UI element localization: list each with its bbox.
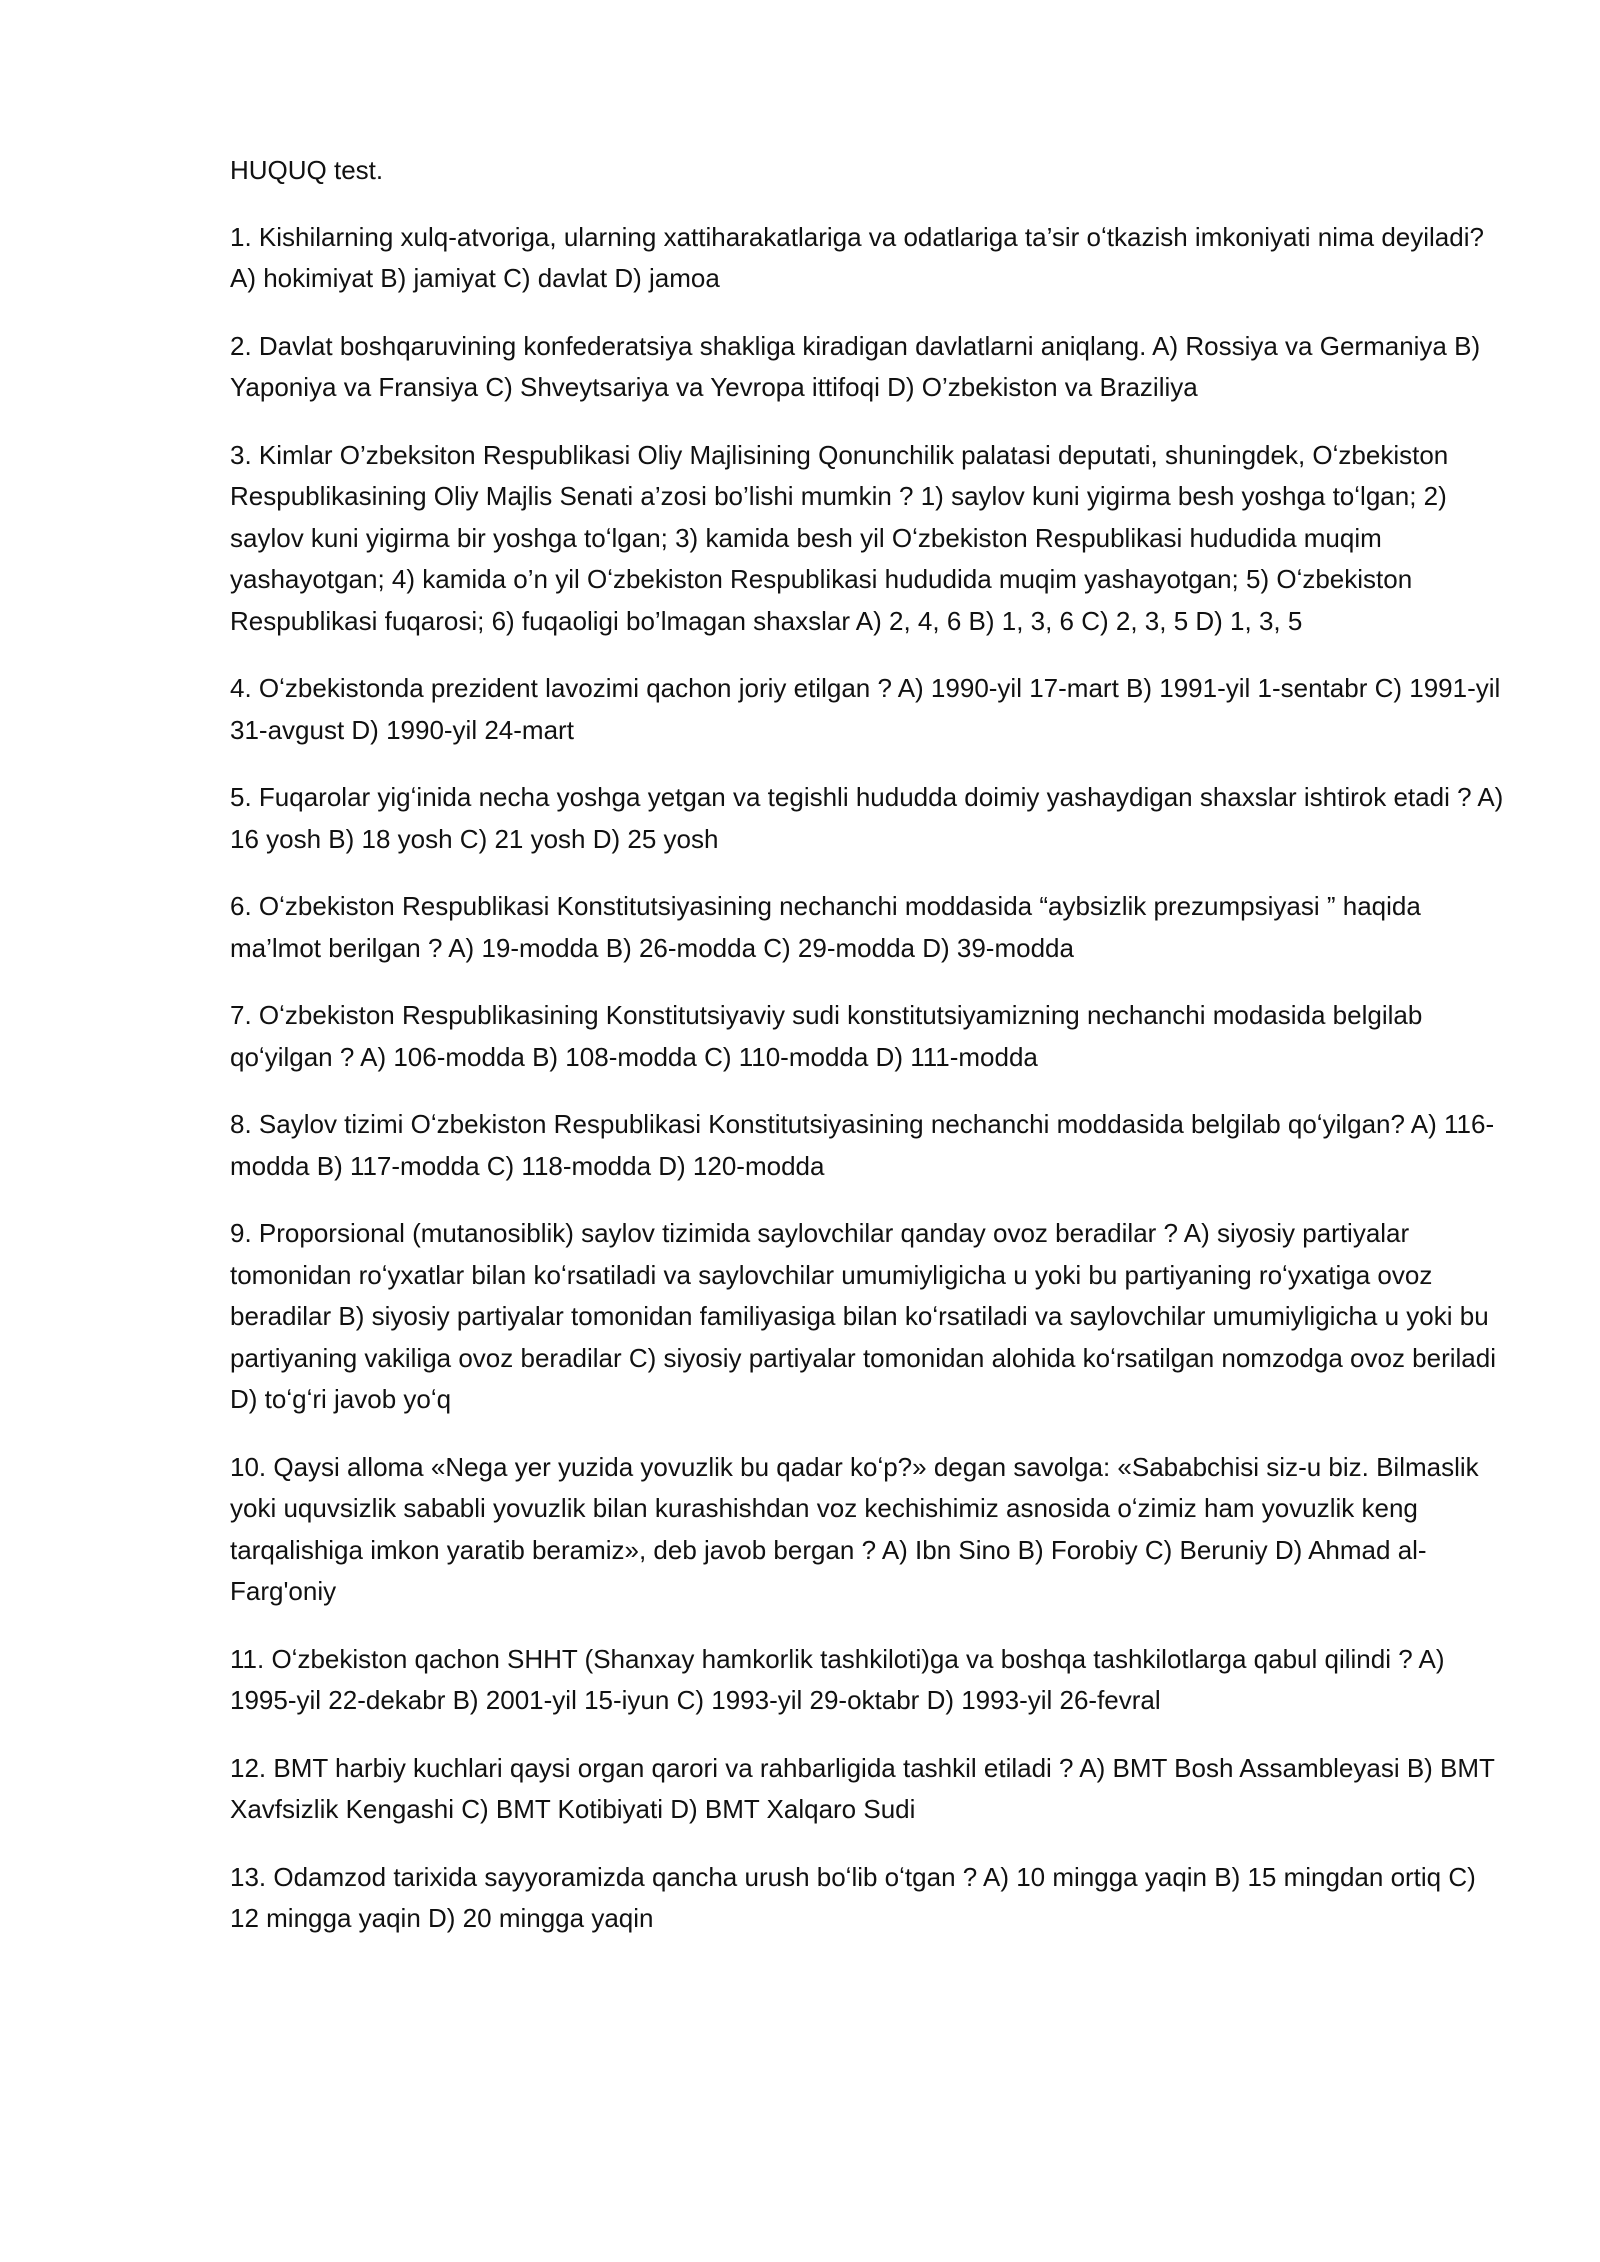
question-8: 8. Saylov tizimi Oʻzbekiston Respublikasi Konstitutsiyasining nechanchi moddasida belgilab qoʻyilgan? A) 116-modda B) 117-modda C) 118-modda D) 120-modda [230, 1109, 1495, 1181]
question-9: 9. Proporsional (mutanosiblik) saylov tizimida saylovchilar qanday ovoz beradilar ? A) siyosiy partiyalar tomonidan roʻyxatlar bilan koʻrsatiladi va saylovchilar umumiyligicha u yoki bu partiyaning roʻyxatiga ovoz beradilar B) siyosiy partiyalar tomonidan familiyasiga bilan koʻrsatiladi va saylovchilar umumiyligicha u yoki bu partiyaning vakiliga ovoz beradilar C) siyosiy partiyalar tomonidan alohida koʻrsatilgan nomzodga ovoz beriladi D) toʻgʻri javob yoʻq [230, 1218, 1497, 1414]
question-5: 5. Fuqarolar yigʻinida necha yoshga yetgan va tegishli hududda doimiy yashaydigan shaxslar ishtirok etadi ? A) 16 yosh B) 18 yosh C) 21 yosh D) 25 yosh [230, 782, 1504, 854]
question-2: 2. Davlat boshqaruvining konfederatsiya shakliga kiradigan davlatlarni aniqlang. A) Rossiya va Germaniya B) Yaponiya va Fransiya C) Shveytsariya va Yevropa ittifoqi D) O’zbekiston va Braziliya [230, 330, 1481, 402]
question-13: 13. Odamzod tarixida sayyoramizda qancha urush boʻlib oʻtgan ? A) 10 mingga yaqin B) 15 mingdan ortiq C) 12 mingga yaqin D) 20 mingga yaqin [230, 1861, 1476, 1933]
question-1: 1. Kishilarning xulq-atvoriga, ularning xattiharakatlariga va odatlariga ta’sir oʻtkazish imkoniyati nima deyiladi? A) hokimiyat B) jamiyat C) davlat D) jamoa [230, 221, 1484, 293]
question-4: 4. Oʻzbekistonda prezident lavozimi qachon joriy etilgan ? A) 1990-yil 17-mart B) 1991-yil 1-sentabr C) 1991-yil 31-avgust D) 1990-yil 24-mart [230, 673, 1501, 745]
question-10: 10. Qaysi alloma «Nega yer yuzida yovuzlik bu qadar koʻp?» degan savolga: «Sababchisi siz-u biz. Bilmaslik yoki uquvsizlik sababli yovuzlik bilan kurashishdan voz kechishimiz asnosida oʻzimiz ham yovuzlik keng tarqalishiga imkon yaratib beramiz», deb javob bergan ? A) Ibn Sino B) Forobiy C) Beruniy D) Ahmad al-Farg'oniy [230, 1451, 1479, 1606]
question-6: 6. Oʻzbekiston Respublikasi Konstitutsiyasining nechanchi moddasida “aybsizlik prezumpsiyasi ” haqida ma’lmot berilgan ? A) 19-modda B) 26-modda C) 29-modda D) 39-modda [230, 891, 1421, 963]
question-7: 7. Oʻzbekiston Respublikasining Konstitutsiyaviy sudi konstitutsiyamizning nechanchi modasida belgilab qoʻyilgan ? A) 106-modda B) 108-modda C) 110-modda D) 111-modda [230, 1000, 1423, 1072]
document-title: HUQUQ test. [230, 155, 384, 185]
question-12: 12. BMT harbiy kuchlari qaysi organ qarori va rahbarligida tashkil etiladi ? A) BMT Bosh Assambleyasi B) BMT Xavfsizlik Kengashi C) BMT Kotibiyati D) BMT Xalqaro Sudi [230, 1752, 1495, 1824]
document-page [230, 150, 1510, 1966]
question-11: 11. Oʻzbekiston qachon SHHT (Shanxay hamkorlik tashkiloti)ga va boshqa tashkilotlarga qabul qilindi ? A) 1995-yil 22-dekabr B) 2001-yil 15-iyun C) 1993-yil 29-oktabr D) 1993-yil 26-fevral [230, 1643, 1445, 1715]
question-3: 3. Kimlar O’zbeksiton Respublikasi Oliy Majlisining Qonunchilik palatasi deputati, shuningdek, Oʻzbekiston Respublikasining Oliy Majlis Senati a’zosi bo’lishi mumkin ? 1) saylov kuni yigirma besh yoshga toʻlgan; 2) saylov kuni yigirma bir yoshga toʻlgan; 3) kamida besh yil Oʻzbekiston Respublikasi hududida muqim yashayotgan; 4) kamida o’n yil Oʻzbekiston Respublikasi hududida muqim yashayotgan; 5) Oʻzbekiston Respublikasi fuqarosi; 6) fuqaoligi bo’lmagan shaxslar A) 2, 4, 6 B) 1, 3, 6 C) 2, 3, 5 D) 1, 3, 5 [230, 439, 1449, 636]
